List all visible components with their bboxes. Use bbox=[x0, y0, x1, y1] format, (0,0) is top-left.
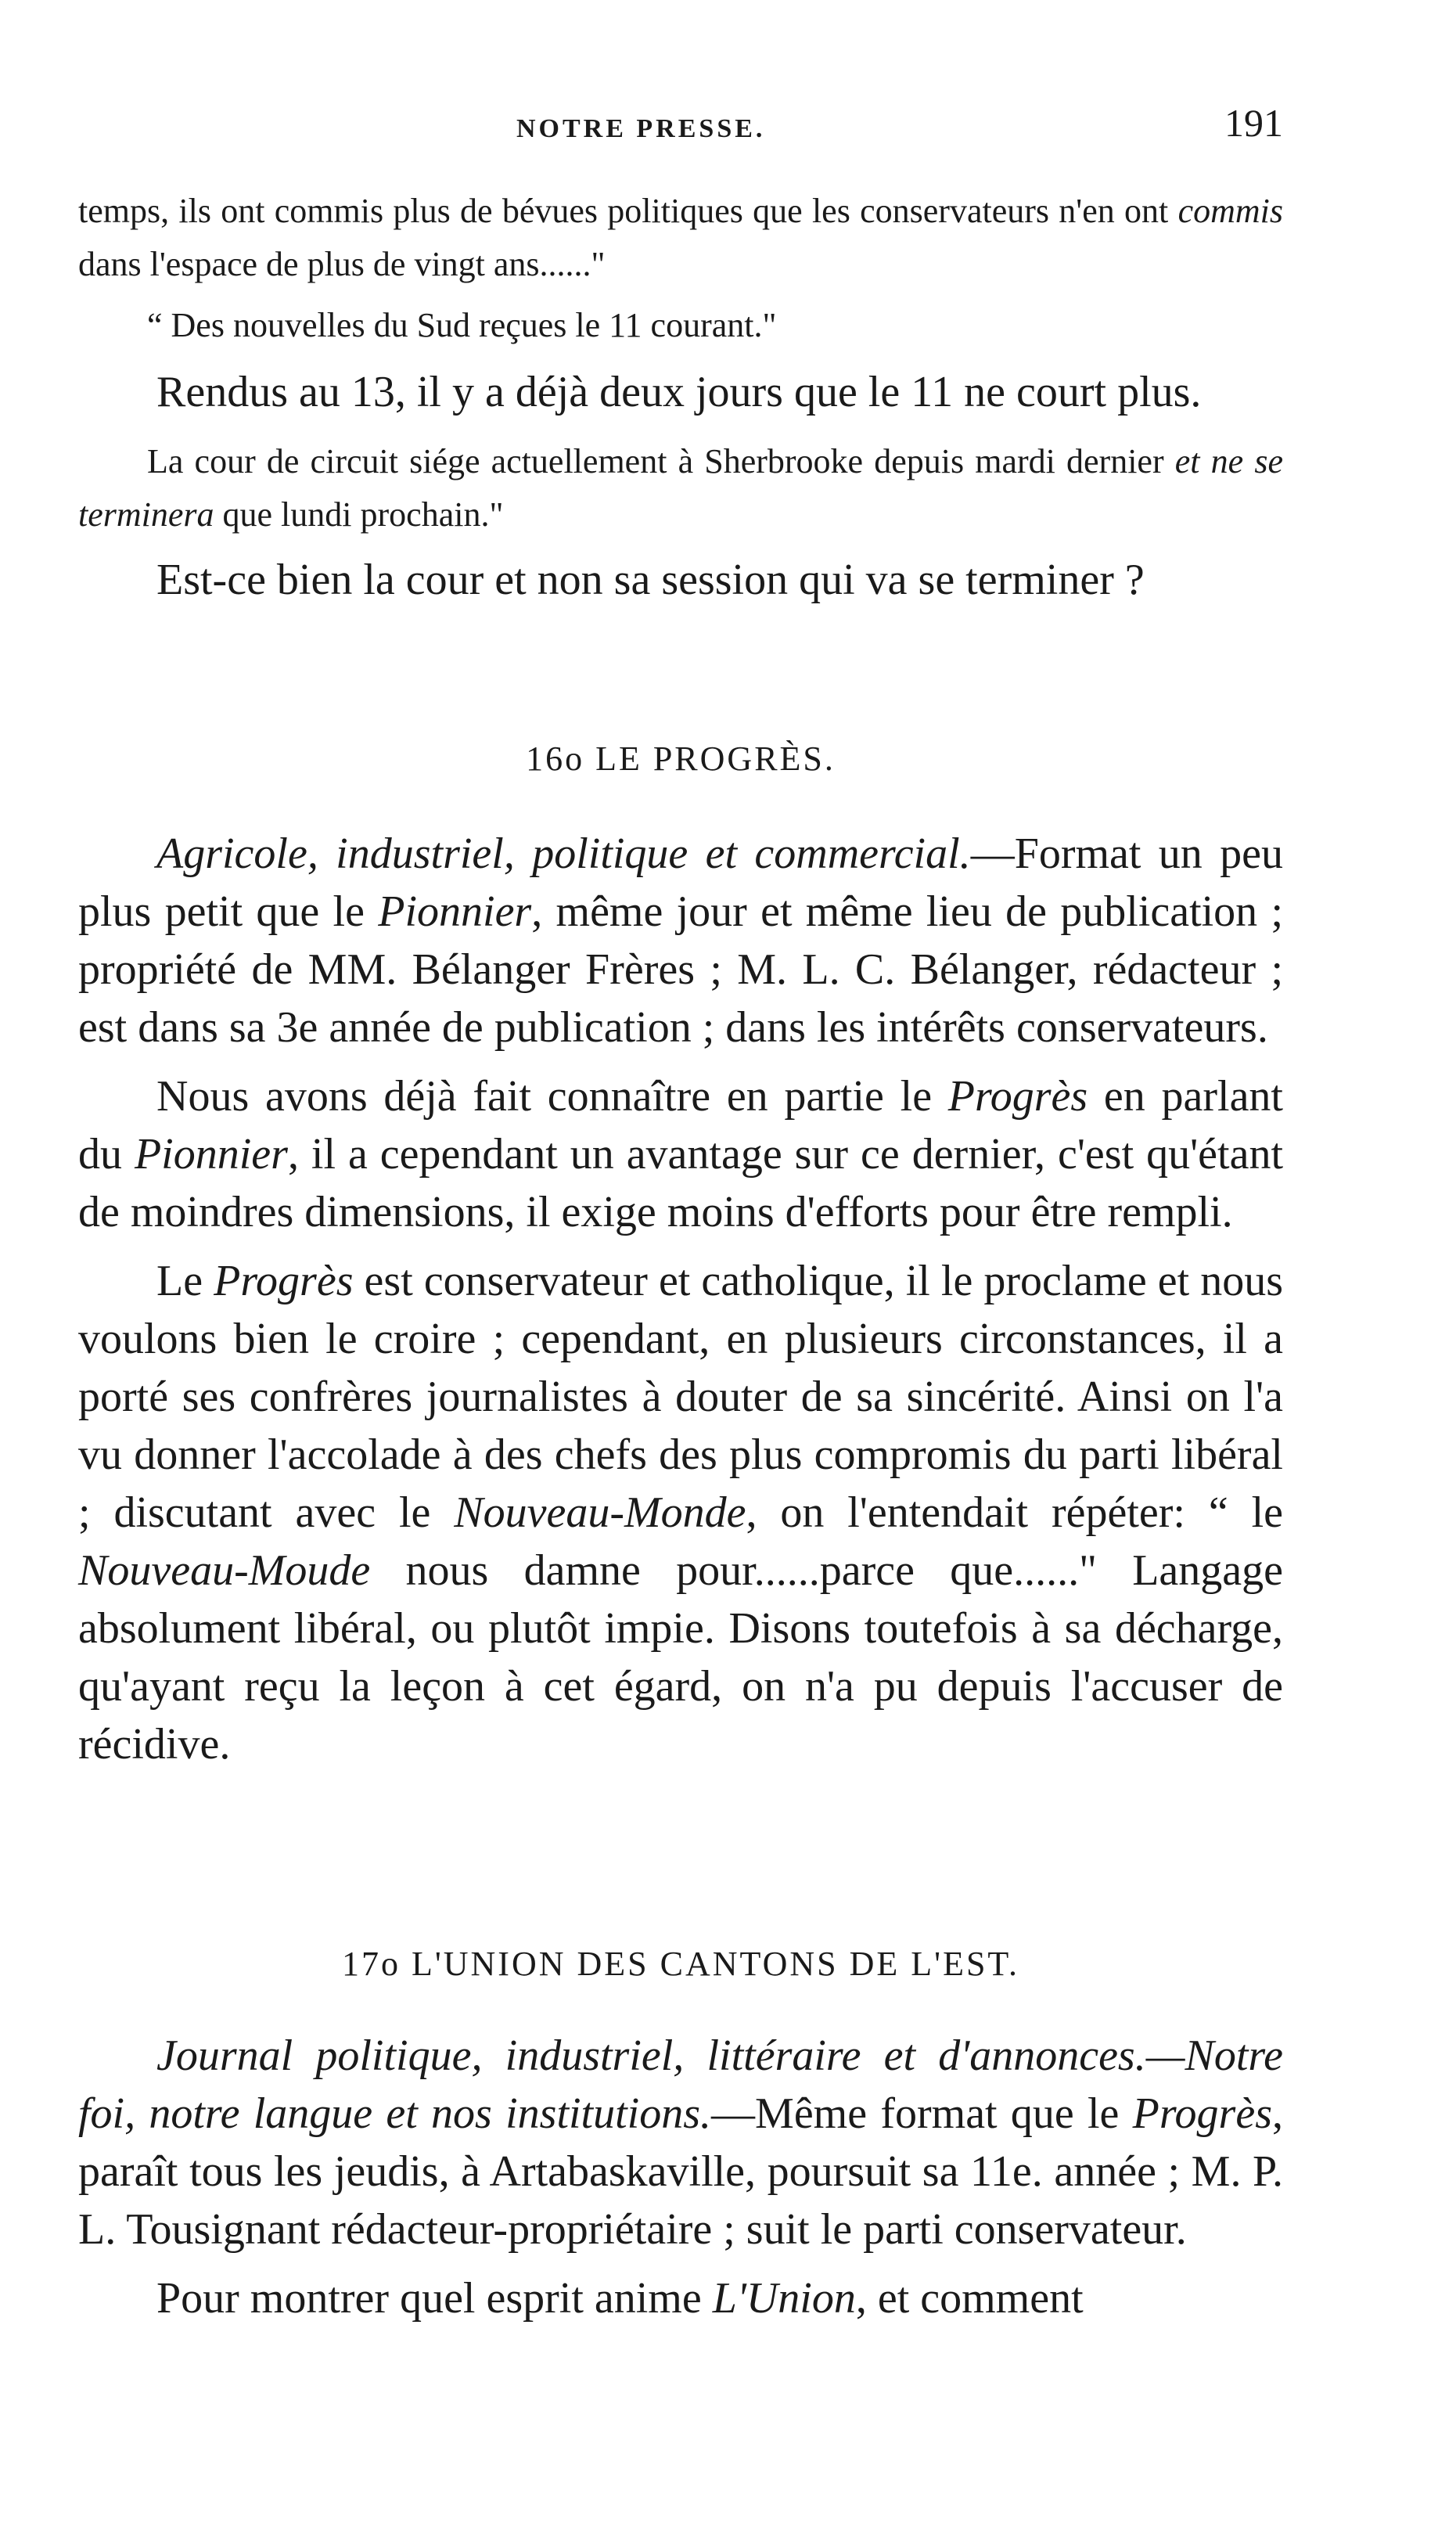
paragraph-text: Pour montrer quel esprit anime bbox=[156, 2274, 713, 2323]
commentary-paragraph-1: Rendus au 13, il y a déjà deux jours que le 11 ne court plus. bbox=[156, 368, 1202, 416]
section-paragraph bbox=[78, 2269, 1283, 2327]
section-heading: 16o LE PROGRÈS. bbox=[526, 740, 836, 778]
section-heading: 17o L'UNION DES CANTONS DE L'EST. bbox=[341, 1945, 1020, 1983]
paragraph-text: , il a cependant un avantage sur ce dernier, c'est qu'étant de moindres dimensions, il exige moins d'efforts pour être rempli. bbox=[78, 1130, 1284, 1236]
journal-name: Progrès bbox=[1132, 2089, 1272, 2138]
journal-name: Pionnier bbox=[378, 887, 532, 936]
journal-name: Nouveau-Moude bbox=[78, 1546, 371, 1595]
quote-emphasis: commis bbox=[1177, 192, 1283, 230]
section-paragraph bbox=[78, 2027, 1283, 2258]
paragraph-text: en parlant du bbox=[78, 1072, 1283, 1179]
paragraph-text: —Même format que le bbox=[711, 2089, 1133, 2138]
journal-name: Progrès bbox=[947, 1072, 1088, 1121]
journal-name: Nouveau-Monde bbox=[454, 1488, 746, 1537]
quote-text: dans l'espace de plus de vingt ans......" bbox=[78, 245, 606, 283]
quote-text: temps, ils ont commis plus de bévues politiques que les conservateurs n'en ont bbox=[78, 192, 1178, 230]
quote-paragraph-2: “ Des nouvelles du Sud reçues le 11 courant." bbox=[147, 306, 777, 344]
quote-emphasis: et ne se terminera bbox=[78, 442, 1283, 534]
journal-name: Pionnier bbox=[134, 1130, 288, 1179]
paragraph-text: , paraît tous les jeudis, à Artabaskaville, poursuit sa 11e. année ; M. P. L. Tousignant rédacteur-propriétaire ; suit le parti conservateur. bbox=[78, 2089, 1283, 2254]
section-le-progres bbox=[78, 736, 1283, 1773]
section-paragraph bbox=[78, 1067, 1283, 1241]
section-paragraph bbox=[78, 1252, 1283, 1773]
section-paragraph bbox=[78, 825, 1283, 1056]
journal-name: L'Union bbox=[712, 2274, 856, 2323]
paragraph-text: —Format un peu plus petit que le bbox=[78, 829, 1284, 936]
quote-paragraph-1 bbox=[78, 185, 1283, 291]
paragraph-text: nous damne pour......parce que......" Langage absolument libéral, ou plutôt impie. Disons toutefois à sa décharge, qu'ayant reçu la leçon à cet égard, on n'a pu depuis l'accuser de récidive. bbox=[78, 1546, 1283, 1769]
subtitle-emphasis: Agricole, industriel, politique et commercial. bbox=[156, 829, 971, 878]
page-header bbox=[78, 100, 1283, 155]
journal-name: Progrès bbox=[214, 1257, 354, 1305]
paragraph-text: , on l'entendait répéter: “ le bbox=[746, 1488, 1284, 1537]
paragraph-text: , et comment bbox=[855, 2274, 1084, 2323]
commentary-paragraph-2: Est-ce bien la cour et non sa session qui va se terminer ? bbox=[156, 556, 1145, 604]
paragraph-text: , même jour et même lieu de publication ; propriété de MM. Bélanger Frères ; M. L. C. Bélanger, rédacteur ; est dans sa 3e année de publication ; dans les intérêts conservateurs. bbox=[78, 887, 1284, 1052]
paragraph-text: Nous avons déjà fait connaître en partie le bbox=[156, 1072, 948, 1121]
paragraph-text: Le bbox=[156, 1257, 214, 1305]
continuation-block bbox=[78, 185, 1283, 609]
quote-text: La cour de circuit siége actuellement à Sherbrooke depuis mardi dernier bbox=[147, 442, 1175, 480]
subtitle-emphasis: Journal politique, industriel, littéraire et d'annonces.—Notre foi, notre langue et nos institutions. bbox=[78, 2031, 1283, 2138]
page-number: 191 bbox=[1224, 101, 1283, 145]
quote-text: que lundi prochain." bbox=[214, 495, 504, 534]
quote-paragraph-3 bbox=[78, 435, 1283, 542]
section-union-des-cantons bbox=[78, 1941, 1283, 2327]
running-head: NOTRE PRESSE. bbox=[516, 114, 766, 143]
paragraph-text: est conservateur et catholique, il le proclame et nous voulons bien le croire ; cependant, en plusieurs circonstances, il a porté ses confrères journalistes à douter de sa sincérité. Ainsi on l'a vu donner l'accolade à des chefs des plus compromis du parti libéral ; discutant avec le bbox=[78, 1257, 1283, 1537]
